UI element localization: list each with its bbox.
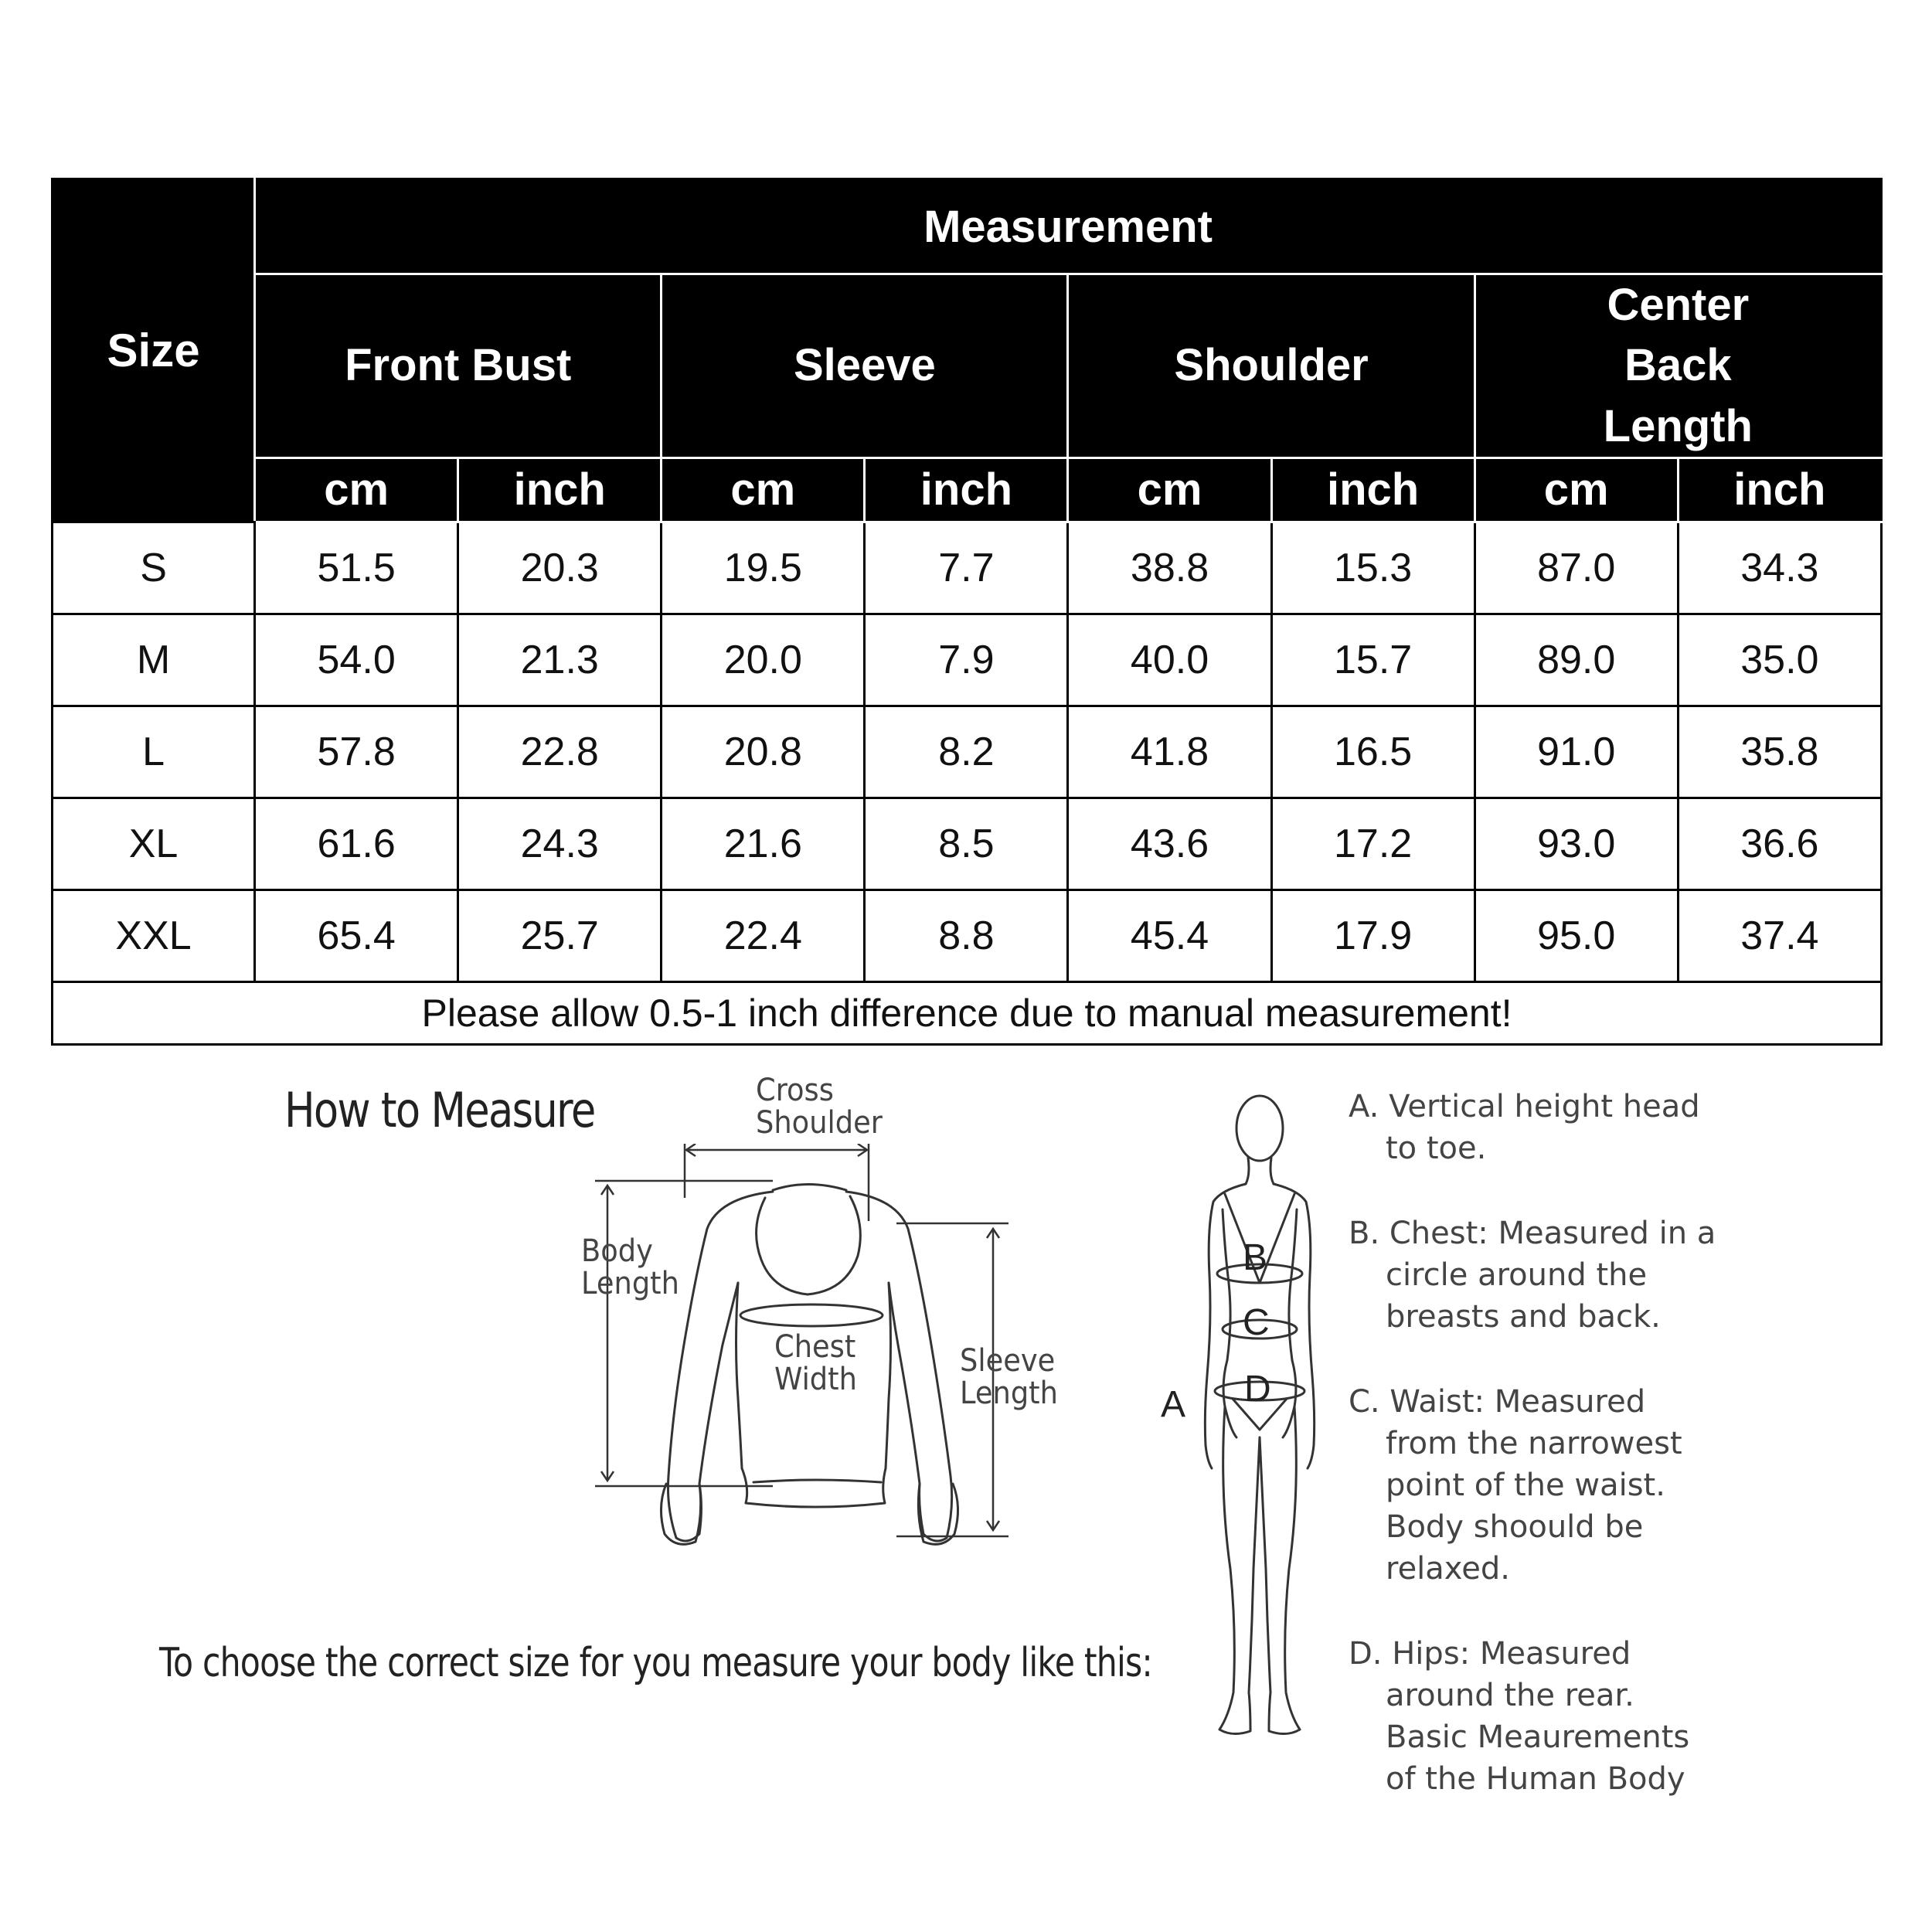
size-cell: L bbox=[53, 706, 255, 798]
value-cell: 7.7 bbox=[865, 522, 1068, 614]
group-header-front-bust: Front Bust bbox=[255, 274, 662, 458]
body-letter-c: C bbox=[1243, 1302, 1270, 1343]
value-cell: 93.0 bbox=[1475, 798, 1678, 889]
size-table-body bbox=[53, 522, 1882, 981]
how-to-measure-title: How to Measure bbox=[284, 1082, 595, 1138]
value-cell: 20.0 bbox=[662, 614, 865, 706]
value-cell: 20.8 bbox=[662, 706, 865, 798]
value-cell: 25.7 bbox=[458, 889, 662, 981]
size-cell: S bbox=[53, 522, 255, 614]
value-cell: 20.3 bbox=[458, 522, 662, 614]
size-cell: M bbox=[53, 614, 255, 706]
table-row bbox=[53, 522, 1882, 614]
table-row bbox=[53, 614, 1882, 706]
value-cell: 91.0 bbox=[1475, 706, 1678, 798]
note-line: Basic Meaurements bbox=[1386, 1719, 1690, 1755]
note-heading: D. Hips: Measured bbox=[1349, 1636, 1631, 1672]
garment-hem-line bbox=[753, 1480, 881, 1482]
measurement-note-item bbox=[1349, 1086, 1781, 1169]
value-cell: 95.0 bbox=[1475, 889, 1678, 981]
note-line: from the narrowest bbox=[1386, 1426, 1682, 1461]
value-cell: 19.5 bbox=[662, 522, 865, 614]
body-letter-b: B bbox=[1243, 1237, 1268, 1278]
note-heading: B. Chest: Measured in a bbox=[1349, 1216, 1716, 1251]
choose-size-instruction: To choose the correct size for you measure your body like this: bbox=[159, 1640, 1152, 1686]
unit-header-row bbox=[53, 457, 1882, 522]
value-cell: 22.4 bbox=[662, 889, 865, 981]
garment-drape bbox=[757, 1196, 861, 1294]
body-length-label: Body Length bbox=[581, 1233, 679, 1301]
unit-header-cm: cm bbox=[1475, 457, 1678, 522]
value-cell: 8.5 bbox=[865, 798, 1068, 889]
measurement-note-item bbox=[1349, 1381, 1781, 1590]
body-left-torso bbox=[1223, 1209, 1230, 1360]
garment-hem bbox=[742, 1468, 886, 1507]
value-cell: 21.3 bbox=[458, 614, 662, 706]
group-header-center-back-length: Center Back Length bbox=[1475, 274, 1881, 458]
note-line: breasts and back. bbox=[1386, 1299, 1661, 1335]
value-cell: 15.3 bbox=[1271, 522, 1475, 614]
value-cell: 40.0 bbox=[1068, 614, 1271, 706]
value-cell: 17.2 bbox=[1271, 798, 1475, 889]
value-cell: 45.4 bbox=[1068, 889, 1271, 981]
unit-header-inch: inch bbox=[865, 457, 1068, 522]
measurement-note-item bbox=[1349, 1633, 1781, 1800]
value-cell: 35.0 bbox=[1678, 614, 1881, 706]
value-cell: 89.0 bbox=[1475, 614, 1678, 706]
note-line: point of the waist. bbox=[1386, 1468, 1665, 1503]
garment-right-sleeve bbox=[846, 1192, 952, 1541]
value-cell: 7.9 bbox=[865, 614, 1068, 706]
body-right-torso bbox=[1289, 1209, 1297, 1360]
size-cell: XXL bbox=[53, 889, 255, 981]
body-right-leg bbox=[1260, 1406, 1300, 1734]
note-line: to toe. bbox=[1386, 1131, 1487, 1166]
group-header-shoulder: Shoulder bbox=[1068, 274, 1475, 458]
value-cell: 21.6 bbox=[662, 798, 865, 889]
note-line: circle around the bbox=[1386, 1257, 1648, 1293]
value-cell: 22.8 bbox=[458, 706, 662, 798]
value-cell: 34.3 bbox=[1678, 522, 1881, 614]
note-heading: A. Vertical height head bbox=[1349, 1089, 1700, 1124]
body-head bbox=[1236, 1096, 1283, 1161]
value-cell: 61.6 bbox=[255, 798, 458, 889]
unit-header-inch: inch bbox=[1678, 457, 1881, 522]
sleeve-length-label: Sleeve Length bbox=[960, 1343, 1058, 1411]
unit-header-inch: inch bbox=[458, 457, 662, 522]
size-column-header: Size bbox=[53, 179, 255, 522]
size-cell: XL bbox=[53, 798, 255, 889]
value-cell: 8.2 bbox=[865, 706, 1068, 798]
value-cell: 87.0 bbox=[1475, 522, 1678, 614]
value-cell: 41.8 bbox=[1068, 706, 1271, 798]
garment-neck bbox=[773, 1185, 846, 1191]
group-header-sleeve: Sleeve bbox=[662, 274, 1068, 458]
unit-header-cm: cm bbox=[662, 457, 865, 522]
table-row bbox=[53, 889, 1882, 981]
value-cell: 51.5 bbox=[255, 522, 458, 614]
value-cell: 37.4 bbox=[1678, 889, 1881, 981]
value-cell: 16.5 bbox=[1271, 706, 1475, 798]
table-row bbox=[53, 706, 1882, 798]
note-line: relaxed. bbox=[1386, 1551, 1510, 1587]
value-cell: 36.6 bbox=[1678, 798, 1881, 889]
measurement-header: Measurement bbox=[255, 179, 1882, 274]
value-cell: 65.4 bbox=[255, 889, 458, 981]
cross-shoulder-label: Cross Shoulder bbox=[756, 1073, 883, 1141]
note-line: around the rear. bbox=[1386, 1678, 1634, 1713]
value-cell: 38.8 bbox=[1068, 522, 1271, 614]
garment-right-side bbox=[886, 1283, 891, 1468]
chest-width-label: Chest Width bbox=[774, 1329, 857, 1397]
table-row bbox=[53, 798, 1882, 889]
garment-left-side bbox=[736, 1283, 743, 1468]
body-left-leg bbox=[1219, 1406, 1260, 1734]
measurement-note: Please allow 0.5-1 inch difference due to manual measurement! bbox=[53, 981, 1882, 1044]
value-cell: 8.8 bbox=[865, 889, 1068, 981]
unit-header-cm: cm bbox=[255, 457, 458, 522]
note-line: of the Human Body bbox=[1386, 1761, 1685, 1797]
value-cell: 54.0 bbox=[255, 614, 458, 706]
value-cell: 43.6 bbox=[1068, 798, 1271, 889]
value-cell: 35.8 bbox=[1678, 706, 1881, 798]
note-heading: C. Waist: Measured bbox=[1349, 1384, 1646, 1420]
note-line: Body shoould be bbox=[1386, 1509, 1644, 1545]
body-letter-a: A bbox=[1161, 1384, 1186, 1425]
value-cell: 17.9 bbox=[1271, 889, 1475, 981]
body-letter-d: D bbox=[1244, 1369, 1271, 1410]
size-chart-table bbox=[51, 178, 1883, 1046]
measurement-notes bbox=[1349, 1086, 1781, 1843]
unit-header-inch: inch bbox=[1271, 457, 1475, 522]
chest-width-marker bbox=[740, 1304, 883, 1326]
measurement-note-item bbox=[1349, 1213, 1781, 1338]
value-cell: 57.8 bbox=[255, 706, 458, 798]
unit-header-cm: cm bbox=[1068, 457, 1271, 522]
value-cell: 24.3 bbox=[458, 798, 662, 889]
value-cell: 15.7 bbox=[1271, 614, 1475, 706]
